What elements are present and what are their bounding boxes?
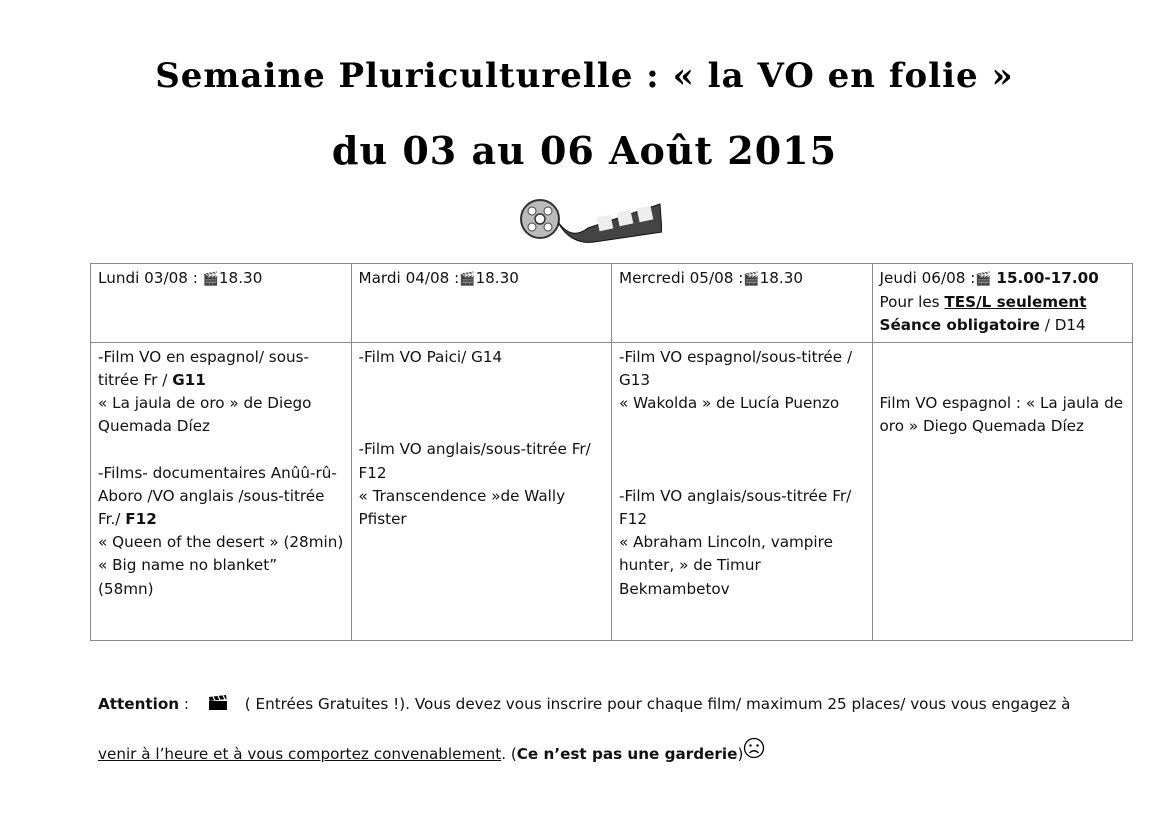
conduct-notice: venir à l’heure et à vous comportez convenablement. (Ce n’est pas une garderie) [98, 737, 1098, 765]
clapperboard-icon: 🎬 [975, 272, 992, 287]
film-entry: -Film VO Paici/ G14 [358, 347, 503, 366]
film-reel-icon [510, 198, 662, 244]
film-title: « Big name no blanket” [98, 556, 278, 575]
day-header-mardi: Mardi 04/08 :🎬18.30 [351, 264, 612, 343]
film-entry: -Film VO espagnol/sous-titrée / G13 [619, 347, 853, 389]
film-entry: Film VO espagnol : « La jaula de oro » Diego Quemada Díez [879, 393, 1124, 436]
attention-label: Attention [98, 695, 180, 713]
films-mardi [351, 342, 612, 640]
day-header-jeudi: Jeudi 06/08 :🎬 15.00-17.00 Pour les TES/L seulement Séance obligatoire / D14 [872, 264, 1133, 343]
films-jeudi [872, 342, 1133, 640]
film-duration: (58mn) [98, 579, 154, 598]
table-header-row [91, 264, 1133, 343]
film-entry: -Film VO anglais/sous-titrée Fr/ [358, 440, 591, 459]
film-title: « Transcendence »de Wally Pfister [358, 486, 566, 528]
film-entry: -Films- documentaires Anûû-rû- Aboro /VO anglais /sous-titrée Fr./ F12 [98, 463, 337, 529]
film-title: « Abraham Lincoln, vampire hunter, » de Timur Bekmambetov [619, 533, 833, 598]
day-header-lundi: Lundi 03/08 : 🎬18.30 [91, 264, 352, 343]
table-body-row [91, 342, 1133, 640]
film-room: F12 [358, 463, 387, 482]
film-title: « Wakolda » de Lucía Puenzo [619, 394, 840, 413]
films-lundi [91, 342, 352, 640]
clapperboard-icon: 🎬 [743, 272, 760, 287]
frown-face-icon [743, 737, 765, 759]
film-entry: -Film VO en espagnol/ sous-titrée Fr / G11 [98, 347, 310, 389]
page-subtitle-dates: du 03 au 06 Août 2015 [331, 128, 838, 173]
film-title: « Queen of the desert » (28min) [98, 533, 344, 552]
film-title: « La jaula de oro » de Diego Quemada Díez [98, 394, 312, 436]
day-header-mercredi: Mercredi 05/08 :🎬18.30 [612, 264, 873, 343]
clapperboard-icon [208, 695, 228, 711]
attention-notice: Attention : ( Entrées Gratuites !). Vous devez vous inscrire pour chaque film/ maximum 25 places/ vous vous engagez à [98, 695, 1071, 713]
clapperboard-icon: 🎬 [202, 272, 219, 287]
page-title: Semaine Pluriculturelle : « la VO en folie » [155, 56, 1014, 96]
schedule-table [90, 263, 1133, 641]
films-mercredi [612, 342, 873, 640]
clapperboard-icon: 🎬 [459, 272, 476, 287]
film-entry: -Film VO anglais/sous-titrée Fr/ F12 [619, 486, 852, 528]
